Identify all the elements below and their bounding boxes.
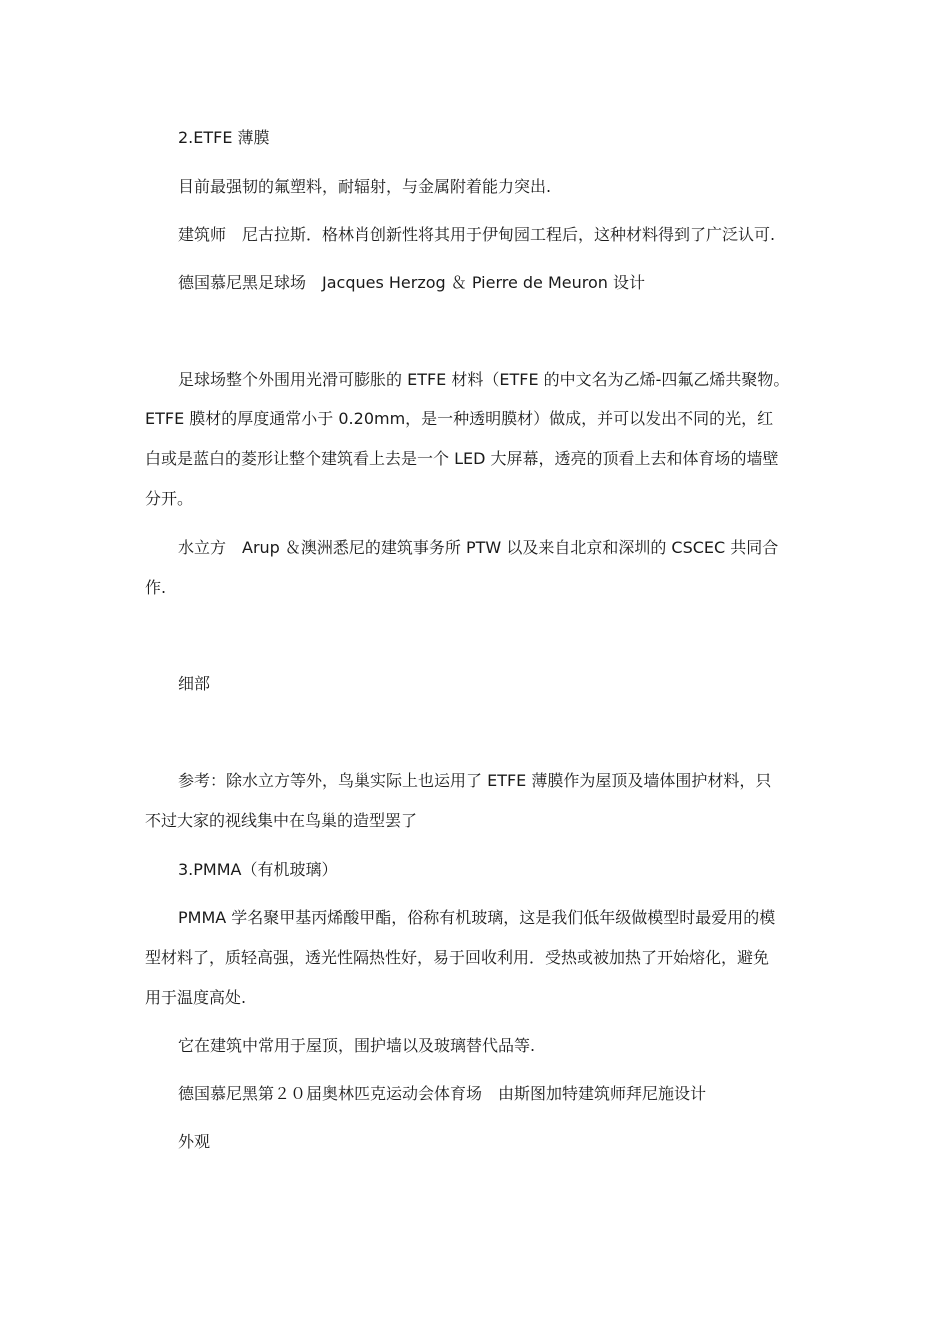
paragraph-line: 用于温度高处. xyxy=(145,988,247,1007)
paragraph-line: 建筑师 尼古拉斯．格林肖创新性将其用于伊甸园工程后，这种材料得到了广泛认可. xyxy=(178,225,776,244)
paragraph-line: 不过大家的视线集中在鸟巢的造型罢了 xyxy=(145,811,418,830)
paragraph-line: PMMA 学名聚甲基丙烯酸甲酯，俗称有机玻璃，这是我们低年级做模型时最爱用的模 xyxy=(178,908,776,927)
section-heading-pmma: 3.PMMA（有机玻璃） xyxy=(178,860,338,879)
paragraph-line: 德国慕尼黑第２０届奥林匹克运动会体育场 由斯图加特建筑师拜尼施设计 xyxy=(178,1084,707,1103)
paragraph-line: 作. xyxy=(145,578,167,597)
paragraph-line: 白或是蓝白的菱形让整个建筑看上去是一个 LED 大屏幕，透亮的顶看上去和体育场的墙壁 xyxy=(145,449,779,468)
paragraph-line: 足球场整个外围用光滑可膨胀的 ETFE 材料（ETFE 的中文名为乙烯-四氟乙烯共聚物。 xyxy=(178,370,790,389)
section-heading-etfe: 2.ETFE 薄膜 xyxy=(178,128,270,147)
paragraph-line: ETFE 膜材的厚度通常小于 0.20mm，是一种透明膜材）做成，并可以发出不同的光，红 xyxy=(145,409,774,428)
paragraph-line: 分开。 xyxy=(145,489,194,508)
paragraph-line: 参考：除水立方等外，鸟巢实际上也运用了 ETFE 薄膜作为屋顶及墙体围护材料，只 xyxy=(178,771,772,790)
paragraph-line: 它在建筑中常用于屋顶，围护墙以及玻璃替代品等. xyxy=(178,1036,536,1055)
paragraph-line: 目前最强韧的氟塑料，耐辐射，与金属附着能力突出. xyxy=(178,177,552,196)
paragraph-line: 德国慕尼黑足球场 Jacques Herzog ＆ Pierre de Meuron 设计 xyxy=(178,273,646,292)
caption-exterior: 外观 xyxy=(178,1132,211,1151)
paragraph-line: 水立方 Arup ＆澳洲悉尼的建筑事务所 PTW 以及来自北京和深圳的 CSCEC 共同合 xyxy=(178,538,779,557)
paragraph-line: 型材料了，质轻高强，透光性隔热性好，易于回收利用．受热或被加热了开始熔化，避免 xyxy=(145,948,770,967)
caption-detail: 细部 xyxy=(178,674,211,693)
